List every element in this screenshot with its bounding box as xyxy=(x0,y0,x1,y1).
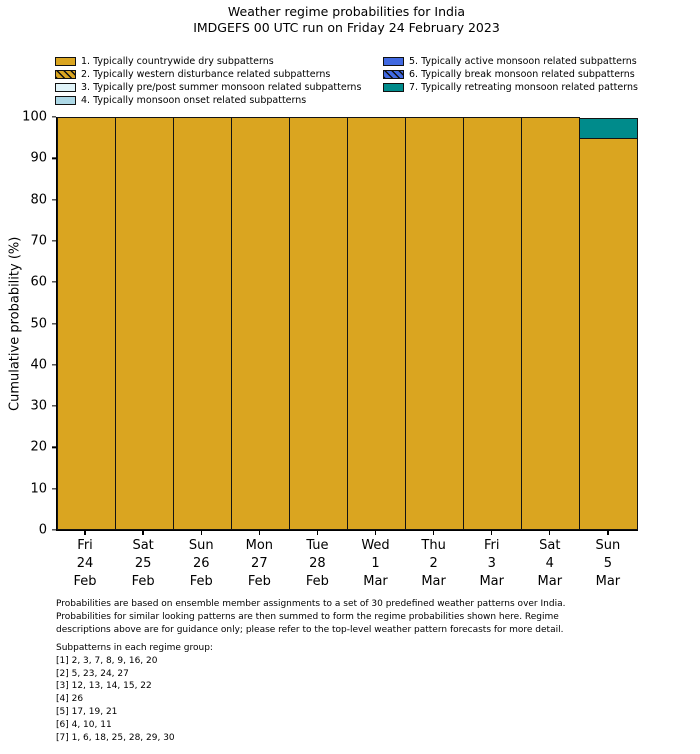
x-axis-labels xyxy=(56,531,637,591)
x-tick-label-line: 27 xyxy=(251,556,268,571)
x-tick-mark xyxy=(84,531,85,535)
legend-item-label: 1. Typically countrywide dry subpatterns xyxy=(81,56,274,67)
bar-fri-3-mar xyxy=(463,117,522,530)
x-tick-label-line: Mar xyxy=(479,574,504,589)
bar-wed-1-mar xyxy=(347,117,406,530)
bar-segment xyxy=(405,117,464,530)
bars xyxy=(57,117,638,530)
x-tick-mark xyxy=(549,531,550,535)
footnote-line: descriptions above are for guidance only; please refer to the top-level weather pattern forecasts for more detail. xyxy=(56,625,564,635)
legend-item-label: 6. Typically break monsoon related subpatterns xyxy=(409,69,635,80)
legend-item-label: 4. Typically monsoon onset related subpatterns xyxy=(81,95,307,106)
x-tick-label-line: Feb xyxy=(189,574,213,589)
bar-segment xyxy=(115,117,174,530)
legend-column-right xyxy=(383,55,638,94)
bar-segment xyxy=(289,117,348,530)
footnote-line: Probabilities for similar looking patterns are then summed to form the regime probabilities shown here. Regime xyxy=(56,612,559,622)
bar-sat-25-feb xyxy=(115,117,174,530)
x-tick-label-tue-28-feb xyxy=(288,531,346,591)
subpattern-group: [4] 26 xyxy=(56,694,84,705)
chart-title: Weather regime probabilities for India xyxy=(227,4,466,19)
legend-column-left xyxy=(55,55,361,107)
legend-item-label: 2. Typically western disturbance related subpatterns xyxy=(81,69,331,80)
x-tick-label-line: Fri xyxy=(77,538,93,553)
x-tick-label-line: 3 xyxy=(487,556,496,571)
x-tick-label-line: Tue xyxy=(306,538,329,553)
y-tick-label: 30 xyxy=(30,398,47,414)
bar-segment xyxy=(173,117,232,530)
legend-item-label: 7. Typically retreating monsoon related patterns xyxy=(409,82,638,93)
legend-item xyxy=(383,81,638,94)
legend-swatch xyxy=(383,57,404,66)
x-tick-label-line: Mon xyxy=(245,538,274,553)
x-tick-label-line: Mar xyxy=(421,574,446,589)
x-tick-label-line: Wed xyxy=(361,538,390,553)
bar-fri-24-feb xyxy=(57,117,116,530)
x-tick-mark xyxy=(142,531,143,535)
subpattern-group: [3] 12, 13, 14, 15, 22 xyxy=(56,681,152,692)
legend-swatch xyxy=(383,70,404,79)
x-tick-label-line: 24 xyxy=(76,556,94,571)
x-tick-mark xyxy=(317,531,318,535)
x-tick-label-line: Mar xyxy=(595,574,621,589)
footnote-line: Probabilities are based on ensemble member assignments to a set of 30 predefined weather patterns over India. xyxy=(56,599,566,609)
bar-thu-2-mar xyxy=(405,117,464,530)
x-tick-label-line: Feb xyxy=(305,574,329,589)
legend-item xyxy=(55,68,361,81)
x-tick-label-wed-1-mar xyxy=(346,531,404,591)
x-tick-label-line: Sat xyxy=(132,538,154,553)
subpattern-group: [7] 1, 6, 18, 25, 28, 29, 30 xyxy=(56,732,175,743)
x-tick-label-line: Thu xyxy=(421,538,446,553)
y-tick-label: 0 xyxy=(38,522,47,538)
plot-area xyxy=(56,117,638,531)
x-tick-label-line: Mar xyxy=(537,574,563,589)
subpatterns-block xyxy=(56,642,456,744)
x-tick-label-line: 5 xyxy=(603,556,613,571)
x-tick-label-line: Feb xyxy=(131,574,155,589)
legend-swatch xyxy=(55,96,76,105)
legend-item-label: 3. Typically pre/post summer monsoon related subpatterns xyxy=(81,82,362,93)
legend-swatch xyxy=(55,57,76,66)
bar-segment xyxy=(57,117,116,530)
x-tick-label-line: 25 xyxy=(134,556,152,571)
y-tick-label: 100 xyxy=(22,109,47,125)
x-tick-label-thu-2-mar xyxy=(405,531,463,591)
x-tick-label-sun-5-mar xyxy=(579,531,637,591)
legend-item xyxy=(55,81,361,94)
y-tick-label: 50 xyxy=(30,316,47,331)
subpattern-group: [2] 5, 23, 24, 27 xyxy=(56,668,129,679)
bar-segment xyxy=(231,117,290,530)
x-tick-mark xyxy=(201,531,202,535)
bar-sun-5-mar xyxy=(579,117,638,530)
x-tick-label-line: Sat xyxy=(539,538,561,553)
legend-item-label: 5. Typically active monsoon related subpatterns xyxy=(409,56,637,67)
y-tick-label: 90 xyxy=(30,150,47,166)
bar-sun-26-feb xyxy=(173,117,232,530)
bar-segment xyxy=(463,117,522,530)
x-tick-label-mon-27-feb xyxy=(230,531,288,591)
y-tick-label: 20 xyxy=(30,439,47,455)
legend-item xyxy=(383,68,638,81)
x-tick-label-line: Feb xyxy=(247,574,271,589)
legend-swatch xyxy=(55,83,76,92)
y-tick-label: 40 xyxy=(30,357,47,373)
x-tick-label-fri-24-feb xyxy=(56,531,114,591)
bar-segment xyxy=(579,118,638,139)
subpattern-group: [6] 4, 10, 11 xyxy=(56,719,112,730)
legend-swatch xyxy=(383,83,404,92)
y-tick-label: 80 xyxy=(30,192,47,208)
title-block xyxy=(56,4,637,36)
x-tick-mark xyxy=(607,531,608,535)
chart-subtitle: IMDGEFS 00 UTC run on Friday 24 February 2023 xyxy=(193,20,500,35)
bar-segment xyxy=(579,138,638,530)
x-tick-label-line: 26 xyxy=(192,556,210,571)
subpattern-group: [5] 17, 19, 21 xyxy=(56,706,118,717)
legend-item xyxy=(55,94,361,107)
x-tick-label-line: Sun xyxy=(595,538,621,553)
x-tick-label-sat-25-feb xyxy=(114,531,172,591)
x-tick-label-line: 4 xyxy=(545,556,554,571)
x-tick-label-line: Mar xyxy=(363,574,388,589)
legend-item xyxy=(55,55,361,68)
bar-tue-28-feb xyxy=(289,117,348,530)
bar-segment xyxy=(347,117,406,530)
y-tick-label: 10 xyxy=(30,481,47,497)
y-axis-label: Cumulative probability (%) xyxy=(7,236,23,411)
x-tick-label-line: 1 xyxy=(371,556,380,571)
x-tick-mark xyxy=(259,531,260,535)
x-tick-label-fri-3-mar xyxy=(463,531,521,591)
bar-sat-4-mar xyxy=(521,117,580,530)
x-tick-mark xyxy=(433,531,434,535)
x-tick-mark xyxy=(491,531,492,535)
bar-mon-27-feb xyxy=(231,117,290,530)
y-tick-label: 60 xyxy=(30,274,47,290)
x-tick-label-line: Sun xyxy=(188,538,214,553)
y-tick-label: 70 xyxy=(30,233,47,249)
x-tick-label-line: Fri xyxy=(483,538,500,553)
x-tick-mark xyxy=(375,531,376,535)
x-tick-label-line: Feb xyxy=(73,574,97,589)
subpattern-group: [1] 2, 3, 7, 8, 9, 16, 20 xyxy=(56,655,158,666)
subpatterns-heading: Subpatterns in each regime group: xyxy=(56,643,213,653)
bar-segment xyxy=(521,117,580,530)
x-tick-label-sat-4-mar xyxy=(521,531,579,591)
footnote xyxy=(56,598,656,637)
x-tick-label-line: 2 xyxy=(429,556,438,571)
legend-swatch xyxy=(55,70,76,79)
legend-item xyxy=(383,55,638,68)
y-axis-ticks xyxy=(0,109,56,538)
x-tick-label-sun-26-feb xyxy=(172,531,230,591)
x-tick-label-line: 28 xyxy=(309,556,326,571)
